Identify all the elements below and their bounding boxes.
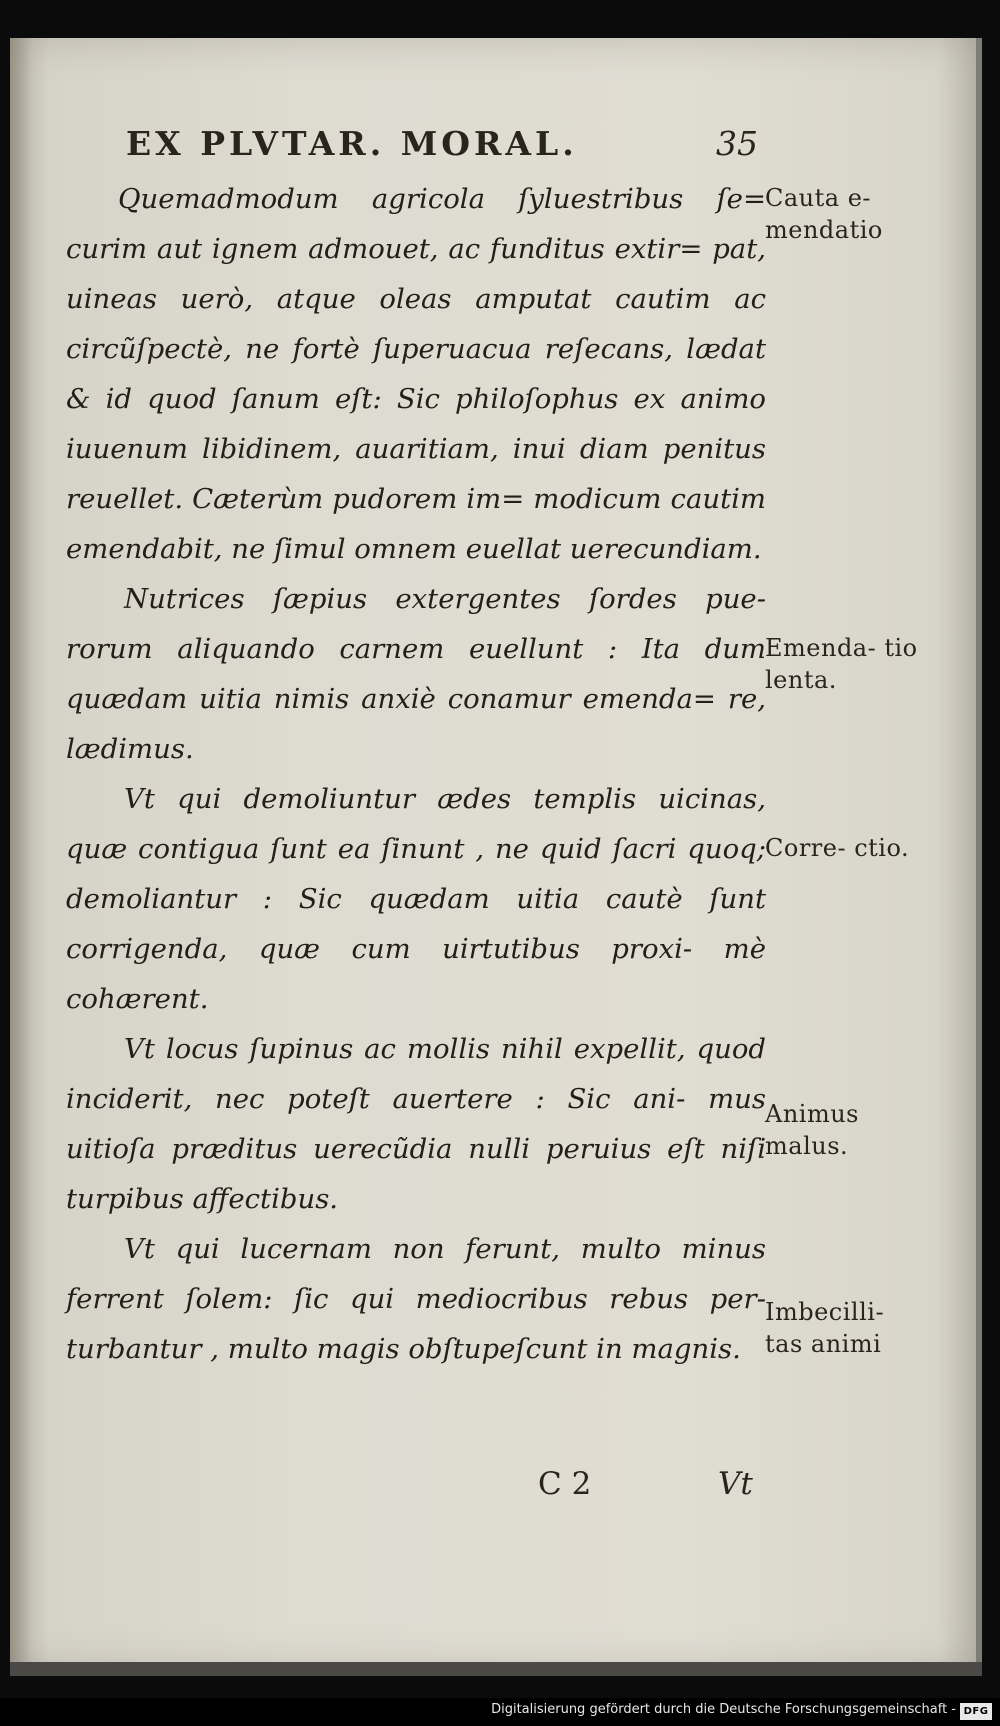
page-edge bbox=[10, 1662, 982, 1676]
footer-bar bbox=[0, 1698, 1000, 1726]
running-head: EX PLVTAR. MORAL. bbox=[126, 124, 578, 163]
paragraph-1: Quemadmodum agricola ſyluestribus ſe= curim aut ignem admouet, ac funditus extir= pat, uineas uerò, atque oleas amputat cautim ac circũſpectè, ne fortè ſuperuacua reſecans, lædat & id quod ſanum eſt: Sic philoſophus ex animo iuuenum libidinem, auaritiam, inui diam penitus reuellet. Cæterùm pudorem im= modicum cautim emendabit, ne ſimul omnem euellat uerecundiam. bbox=[66, 183, 766, 565]
marginal-note-5: Imbecilli- tas animi bbox=[765, 1298, 885, 1358]
signature-mark: C 2 bbox=[538, 1466, 592, 1502]
catchword: Vt bbox=[718, 1466, 753, 1502]
dfg-logo-icon: DFG bbox=[960, 1703, 992, 1720]
paragraph-3: Vt qui demoliuntur ædes templis uicinas, quæ contigua ſunt ea ſinunt , ne quid ſacri quoq; demoliantur : Sic quædam uitia cautè ſunt corrigenda, quæ cum uirtutibus proxi- mè cohærent. bbox=[66, 783, 766, 1015]
funding-credit: Digitalisierung gefördert durch die Deutsche Forschungsgemeinschaft - bbox=[491, 1702, 956, 1717]
paragraph-4: Vt locus ſupinus ac mollis nihil expellit, quod inciderit, nec poteſt auertere : Sic ani- mus uitioſa præditus uerecũdia nulli peruius eſt niſi turpibus affectibus. bbox=[66, 1033, 766, 1215]
page-header bbox=[126, 124, 766, 174]
paragraph-2: Nutrices ſæpius extergentes ſordes pue- rorum aliquando carnem euellunt : Ita dum quædam uitia nimis anxiè conamur emenda= re, lædimus. bbox=[66, 583, 766, 765]
marginal-note-2: Emenda- tio lenta. bbox=[765, 634, 918, 694]
marginal-note-4: Animus malus. bbox=[765, 1100, 859, 1160]
paragraph-5: Vt qui lucernam non ferunt, multo minus ferrent ſolem: ſic qui mediocribus rebus per- turbantur , multo magis obſtupeſcunt in magnis. bbox=[66, 1233, 766, 1365]
page-number: 35 bbox=[716, 124, 758, 163]
main-text bbox=[66, 174, 766, 1374]
marginal-note-1: Cauta e- mendatio bbox=[765, 184, 883, 244]
marginal-note-3: Corre- ctio. bbox=[765, 834, 910, 862]
